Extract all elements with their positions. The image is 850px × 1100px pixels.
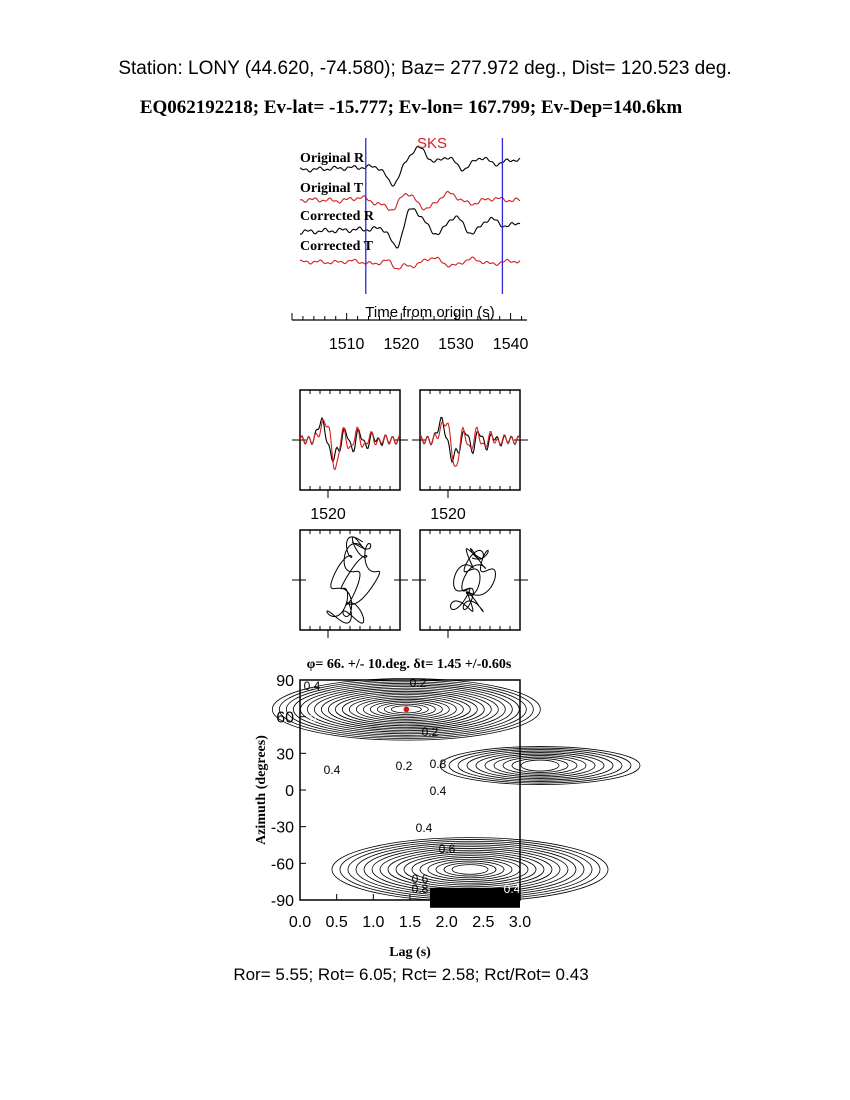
contour-value-label: 0.8 — [429, 757, 447, 771]
azimuth-tick-label: -30 — [270, 819, 294, 837]
azimuth-tick-label: 90 — [276, 673, 294, 690]
particle-motion-panels — [292, 530, 528, 638]
contour-value-label: 0.2 — [421, 725, 439, 739]
contour-value-label: 0.4 — [503, 882, 521, 896]
lag-axis-label: Lag (s) — [389, 945, 431, 960]
lag-tick-label: 1.0 — [362, 914, 385, 931]
contour-value-label: 0.8 — [411, 882, 429, 896]
overlay-trace-r — [420, 417, 520, 462]
lag-tick-label: 0.0 — [288, 914, 312, 931]
phase-label: SKS — [416, 135, 448, 152]
contour-value-label: 0 — [309, 711, 317, 725]
azimuth-tick-label: -60 — [270, 856, 294, 874]
contour-line — [476, 753, 604, 779]
contour-value-label: 0.2 — [395, 759, 413, 773]
contour-line — [412, 856, 528, 884]
contour-line — [380, 848, 560, 890]
waveform-overlay-panels — [292, 390, 528, 498]
lag-tick-label: 2.5 — [472, 914, 495, 931]
time-tick-label: 1540 — [492, 336, 529, 353]
contour-value-label: 0.4 — [415, 821, 433, 835]
ratio-summary: Ror= 5.55; Rot= 6.05; Rct= 2.58; Rct/Rot= 0.43 — [233, 965, 589, 984]
azimuth-axis-label: Azimuth (degrees) — [254, 735, 269, 845]
contour-line — [452, 865, 488, 875]
time-tick-label: 1510 — [328, 336, 365, 353]
particle-motion-corrected-box — [420, 530, 520, 630]
contour-value-label: 0.6 — [411, 872, 429, 886]
contour-line — [485, 754, 595, 777]
azimuth-tick-label: 0 — [285, 783, 294, 800]
azimuth-tick-label: 60 — [276, 709, 294, 727]
time-tick-label: 1530 — [438, 336, 474, 353]
azimuth-tick-label: -90 — [270, 893, 294, 910]
best-fit-marker — [404, 707, 410, 713]
overlay-left-box — [300, 390, 400, 490]
series-label-corrected-r: Corrected R — [300, 209, 374, 224]
contour-line — [521, 760, 559, 771]
lag-tick-label: 2.0 — [435, 914, 458, 931]
azimuth-tick-label: 30 — [276, 746, 294, 764]
lag-tick-label: 0.5 — [325, 914, 348, 931]
particle-motion-path — [327, 537, 380, 623]
overlay-left-tick-label: 1520 — [310, 506, 346, 523]
contour-title: φ= 66. +/- 10.deg. δt= 1.45 +/-0.60s — [306, 657, 512, 672]
lag-tick-label: 1.5 — [398, 914, 422, 931]
station-info: Station: LONY (44.620, -74.580); Baz= 277.972 deg., Dist= 120.523 deg. — [118, 58, 732, 79]
contour-line — [428, 859, 512, 879]
contour-line — [503, 757, 577, 774]
trace-corrected-t — [300, 257, 520, 269]
contour-line — [436, 861, 504, 878]
contour-value-label: 0.4 — [323, 763, 341, 777]
time-axis-label: Time from origin (s) — [365, 304, 495, 321]
lag-tick-label: 3.0 — [508, 914, 532, 931]
series-label-original-r: Original R — [300, 151, 365, 166]
contour-plot — [272, 676, 640, 908]
contour-value-label: 0.6 — [438, 842, 456, 856]
contour-value-label: 0.4 — [429, 784, 447, 798]
contour-value-label: 0.2 — [409, 676, 427, 690]
overlay-trace-t — [300, 420, 400, 470]
overlay-trace-r — [300, 418, 400, 462]
event-info: EQ062192218; Ev-lat= -15.777; Ev-lon= 167.799; Ev-Dep=140.6km — [139, 97, 683, 118]
particle-motion-path — [451, 549, 496, 612]
series-label-original-t: Original T — [300, 181, 364, 196]
contour-value-label: 0.4 — [303, 679, 321, 693]
time-tick-label: 1520 — [383, 336, 420, 353]
series-label-corrected-t: Corrected T — [300, 239, 373, 254]
overlay-right-tick-label: 1520 — [430, 506, 466, 523]
